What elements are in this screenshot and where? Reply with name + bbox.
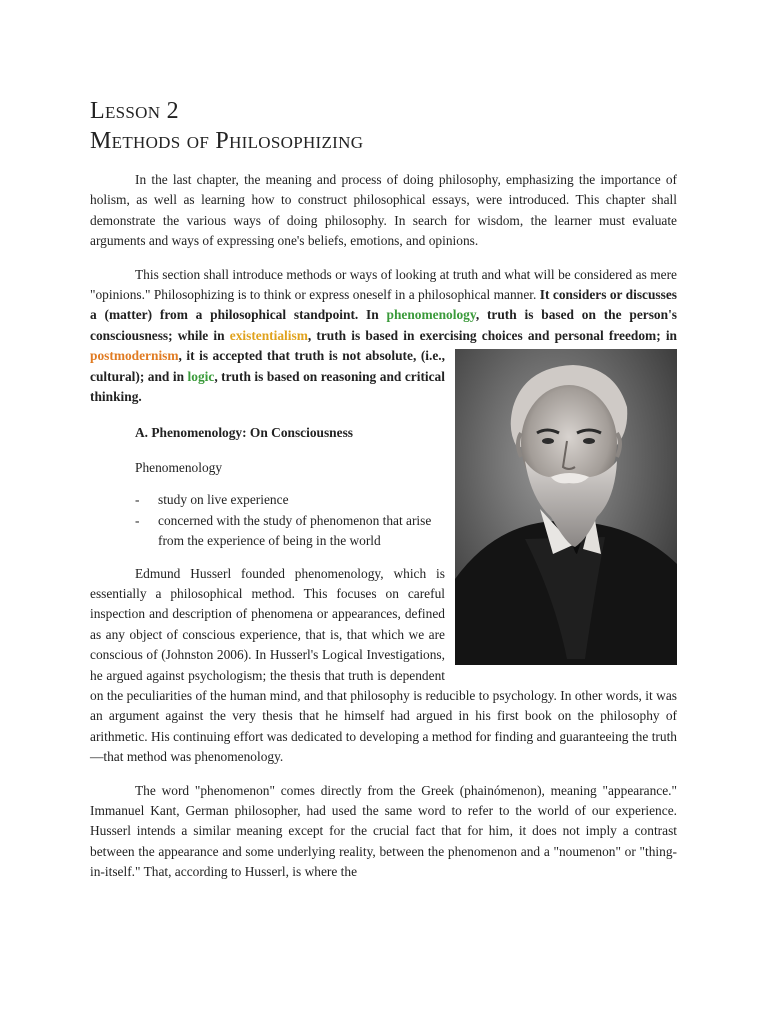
phenomenology-bullets xyxy=(135,490,677,551)
lesson-title: Methods of Philosophizing xyxy=(90,128,364,154)
husserl-paragraph: Edmund Husserl founded phenomenology, which is essentially a philosophical method. This focuses on careful inspection and description of phenomena or appearances, defined as any object of conscious experience, that is, that which we are conscious of (Johnston 2006). In Husserl's Logical Investigations, he argued against psychologism; the thesis that truth is dependent on the peculiarities of the human mind, and that philosophy is reducible to psychology. In other words, it was an argument against the very thesis that he himself had argued in his first book on the philosophy of arithmetic. His continuing effort was dedicated to developing a method for finding and guaranteeing the truth—that method was phenomenology. xyxy=(90,565,677,765)
methods-bold-text-5: , truth is based on reasoning and critical thinking. xyxy=(90,368,445,405)
list-item xyxy=(135,511,677,552)
document-body xyxy=(90,170,677,896)
list-item xyxy=(135,490,677,510)
term-existentialism: existentialism xyxy=(229,327,308,343)
bullet-dash: - xyxy=(135,512,140,528)
term-logic: logic xyxy=(187,368,215,384)
methods-bold-text-3: , truth is based in exercising choices and personal freedom; in xyxy=(307,327,677,343)
section-a-label: Phenomenology xyxy=(135,459,223,475)
section-a-heading: A. Phenomenology: On Consciousness xyxy=(135,425,353,441)
methods-bold-text-2: , truth is based on the person's consciousness; while in xyxy=(90,307,677,343)
bullet-text: concerned with the study of phenomenon that arise from the experience of being in the world xyxy=(158,512,432,549)
term-postmodernism: postmodernism xyxy=(90,348,179,364)
intro-paragraph: In the last chapter, the meaning and process of doing philosophy, emphasizing the importance of holism, as well as learning how to construct philosophical essays, were introduced. This chapter shall demonstrate the various ways of doing philosophy. In search for wisdom, the learner must evaluate arguments and ways of expressing one's beliefs, emotions, and opinions. xyxy=(90,172,677,249)
term-phenomenology: phenomenology xyxy=(386,307,476,323)
bullet-text: study on live experience xyxy=(158,492,289,508)
methods-paragraph xyxy=(90,265,677,408)
lesson-label: Lesson 2 xyxy=(90,98,179,124)
lesson-heading xyxy=(90,96,363,156)
phenomenon-paragraph: The word "phenomenon" comes directly from the Greek (phainómenon), meaning "appearance." Immanuel Kant, German philosopher, had used the same word to refer to the world of our experience. Husserl intends a similar meaning except for the crucial fact that for him, it does not imply a contrast between the appearance and some underlying reality, between the phenomenon and a "noumenon" or "thing-in-itself." That, according to Husserl, is where the xyxy=(90,782,677,880)
methods-bold-text-4: , it is accepted that truth is not absolute, (i.e., cultural); and in xyxy=(90,348,445,384)
methods-bold-text-1: It considers or discusses a (matter) from a philosophical standpoint. In xyxy=(90,287,677,323)
bullet-dash: - xyxy=(135,492,140,508)
methods-plain-text: This section shall introduce methods or ways of looking at truth and what will be considered as mere "opinions." Philosophizing is to think or express oneself in a philosophical manner. xyxy=(90,266,677,303)
